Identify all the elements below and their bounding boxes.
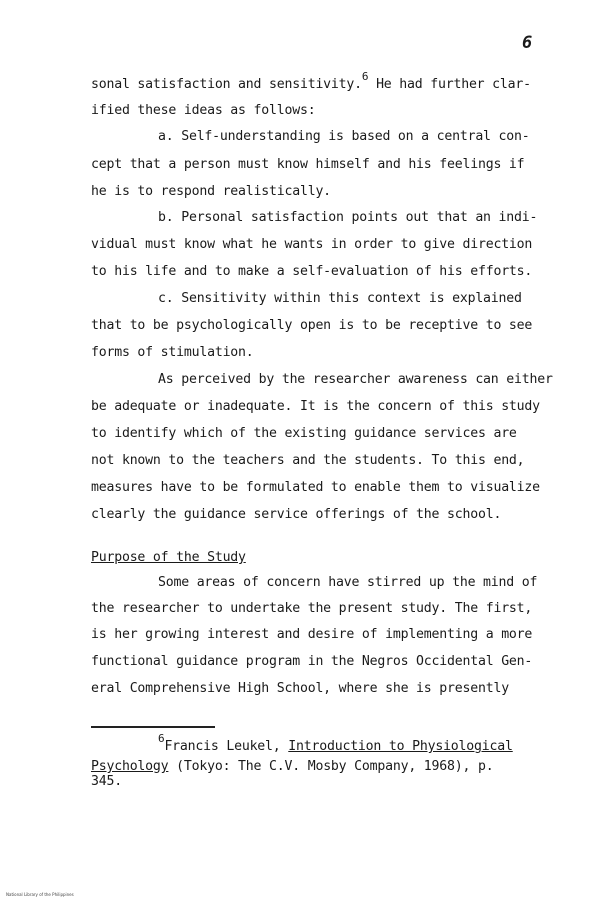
body-line: the researcher to undertake the present study. The first,: [91, 601, 533, 616]
body-line: vidual must know what he wants in order to give direction: [91, 237, 533, 252]
scan-footer: National Library of the Philippines: [6, 892, 74, 897]
footnote-marker: 6: [158, 732, 165, 745]
list-item-b: b. Personal satisfaction points out that an indi-: [158, 210, 538, 225]
footnote-line-2: Psychology (Tokyo: The C.V. Mosby Company, 1968), p.: [91, 759, 494, 774]
body-line: he is to respond realistically.: [91, 184, 331, 199]
footnote-divider: [91, 726, 215, 728]
body-line: clearly the guidance service offerings of the school.: [91, 507, 502, 522]
body-line: forms of stimulation.: [91, 345, 254, 360]
body-line: cept that a person must know himself and his feelings if: [91, 157, 525, 172]
page-number: 6: [522, 33, 533, 53]
footnote-line-1: $^6$Francis Leukel, Introduction to Physiological: [158, 732, 513, 754]
footnote-title: Introduction to Physiological: [288, 739, 513, 754]
footnote-line-3: 345.: [91, 774, 122, 789]
body-line: be adequate or inadequate. It is the concern of this study: [91, 399, 540, 414]
footnote-reference: 6: [361, 70, 369, 83]
body-line: not known to the teachers and the students. To this end,: [91, 453, 525, 468]
list-item-c: c. Sensitivity within this context is explained: [158, 291, 522, 306]
body-line: ified these ideas as follows:: [91, 103, 316, 118]
body-line: functional guidance program in the Negros Occidental Gen-: [91, 654, 533, 669]
paragraph-start: Some areas of concern have stirred up the mind of: [158, 575, 538, 590]
section-heading: Purpose of the Study: [91, 550, 246, 565]
body-line: to his life and to make a self-evaluation of his efforts.: [91, 264, 533, 279]
body-line: to identify which of the existing guidance services are: [91, 426, 517, 441]
body-line: eral Comprehensive High School, where she is presently: [91, 681, 509, 696]
body-line: is her growing interest and desire of implementing a more: [91, 627, 533, 642]
body-line: measures have to be formulated to enable them to visualize: [91, 480, 540, 495]
paragraph-start: As perceived by the researcher awareness can either: [158, 372, 553, 387]
body-line: sonal satisfaction and sensitivity.$^6$ He had further clar-: [91, 70, 531, 92]
body-line: that to be psychologically open is to be receptive to see: [91, 318, 533, 333]
list-item-a: a. Self-understanding is based on a central con-: [158, 129, 530, 144]
